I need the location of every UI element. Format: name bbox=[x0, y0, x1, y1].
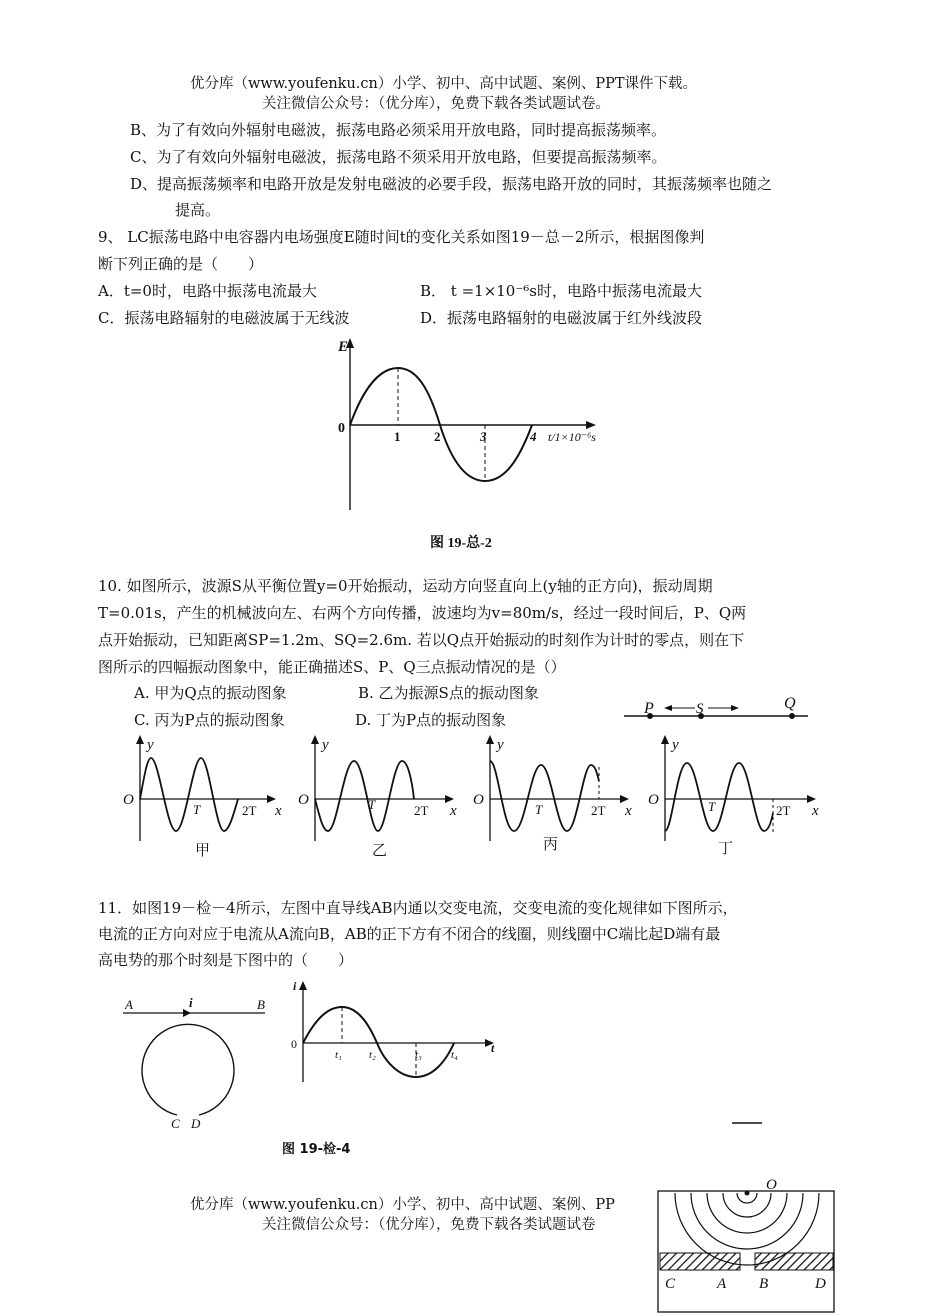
figure-label: 2T bbox=[242, 803, 257, 818]
wire-label-b: B bbox=[257, 997, 265, 1012]
q9-tick-1: 1 bbox=[394, 429, 401, 444]
graph-jia bbox=[115, 733, 295, 863]
point-p-label: P bbox=[644, 700, 654, 717]
figure-label: x bbox=[812, 803, 819, 819]
figure-label: 2T bbox=[591, 803, 606, 818]
decorative-stroke bbox=[730, 1120, 770, 1126]
figure-label: 甲 bbox=[195, 843, 211, 859]
figure-label: T bbox=[368, 797, 376, 812]
figure-label: t₄ bbox=[451, 1049, 458, 1061]
q10-stem-3: 点开始振动，已知距离SP=1.2m、SQ=2.6m. 若以Q点开始振动的时刻作为计时的零点，则在下 bbox=[98, 631, 745, 649]
figure-label: T bbox=[535, 802, 543, 817]
q9-stem-cont: 断下列正确的是（ ） bbox=[98, 255, 264, 273]
q10-option-b: B. 乙为振源S点的振动图象 bbox=[358, 684, 539, 702]
loop-end-c: C bbox=[171, 1116, 180, 1131]
q9-tick-4: 4 bbox=[530, 429, 537, 444]
graph-bing bbox=[465, 733, 645, 863]
figure-label: O bbox=[123, 792, 134, 808]
graph-ding bbox=[640, 733, 825, 863]
q10-option-d: D. 丁为P点的振动图象 bbox=[355, 711, 507, 729]
q9-option-c: C．振荡电路辐射的电磁波属于无线波 bbox=[98, 309, 350, 327]
q10-stem-4: 图所示的四幅振动图象中，能正确描述S、P、Q三点振动情况的是（） bbox=[98, 658, 566, 676]
q9-caption: 图 19-总-2 bbox=[430, 536, 492, 551]
wire-label-i: i bbox=[189, 995, 193, 1010]
q9-axis-e: E bbox=[338, 339, 349, 355]
figure-label: y bbox=[672, 737, 679, 753]
figure-label: t₃ bbox=[415, 1049, 422, 1061]
figure-label: O bbox=[298, 792, 309, 808]
q9-stem: 9、 LC振荡电路中电容器内电场强度E随时间t的变化关系如图19－总－2所示，根据图像判 bbox=[98, 228, 705, 246]
point-s-label: S bbox=[696, 701, 704, 717]
q9-origin: 0 bbox=[338, 421, 345, 436]
graph-yi bbox=[290, 733, 470, 863]
figure-label: C bbox=[665, 1276, 676, 1292]
figure-label: A bbox=[717, 1276, 727, 1292]
figure-label: x bbox=[275, 803, 282, 819]
figure-label: B bbox=[759, 1276, 769, 1292]
q8-option-c: C、为了有效向外辐射电磁波，振荡电路不须采用开放电路，但要提高振荡频率。 bbox=[130, 148, 667, 166]
header-line-1: 优分库（www.youfenku.cn）小学、初中、高中试题、案例、PPT课件下载。 bbox=[190, 76, 698, 92]
q8-option-d-cont: 提高。 bbox=[175, 201, 221, 219]
figure-label: 丙 bbox=[543, 837, 559, 853]
corner-wave-figure bbox=[655, 1172, 845, 1312]
q11-stem-3: 高电势的那个时刻是下图中的（ ） bbox=[98, 951, 354, 969]
loop-end-d: D bbox=[191, 1116, 201, 1131]
figure-label: x bbox=[450, 803, 457, 819]
figure-label: T bbox=[708, 799, 716, 814]
figure-label: O bbox=[766, 1177, 777, 1193]
figure-label: O bbox=[648, 792, 659, 808]
figure-label: 乙 bbox=[372, 843, 388, 859]
q9-axis-t: t/1×10⁻⁶s bbox=[548, 430, 596, 444]
q9-e-t-graph bbox=[330, 335, 630, 565]
q10-stem: 10. 如图所示，波源S从平衡位置y=0开始振动，运动方向竖直向上(y轴的正方向)，振动周期 bbox=[98, 577, 713, 595]
figure-label: t₁ bbox=[335, 1049, 342, 1061]
header-line-2: 关注微信公众号：（优分库），免费下载各类试题试卷。 bbox=[262, 96, 610, 112]
q9-option-d: D．振荡电路辐射的电磁波属于红外线波段 bbox=[420, 309, 703, 327]
figure-label: y bbox=[322, 737, 329, 753]
figure-label: y bbox=[147, 737, 154, 753]
figure-label: T bbox=[193, 802, 201, 817]
footer-line-1: 优分库（www.youfenku.cn）小学、初中、高中试题、案例、PP bbox=[190, 1197, 615, 1213]
point-q-label: Q bbox=[784, 695, 796, 712]
q9-tick-3: 3 bbox=[480, 429, 487, 444]
figure-label: x bbox=[625, 803, 632, 819]
q8-option-b: B、为了有效向外辐射电磁波，振荡电路必须采用开放电路，同时提高振荡频率。 bbox=[130, 121, 667, 139]
figure-label: 2T bbox=[414, 803, 429, 818]
figure-label: t₂ bbox=[369, 1049, 376, 1061]
figure-label: 丁 bbox=[718, 841, 734, 857]
q10-stem-2: T=0.01s，产生的机械波向左、右两个方向传播，波速均为v=80m/s，经过一段时间后，P、Q两 bbox=[98, 604, 747, 622]
q11-i-t-graph bbox=[285, 980, 510, 1090]
q11-stem: 11．如图19－检－4所示，左图中直导线AB内通以交变电流，交变电流的变化规律如下图所示， bbox=[98, 899, 738, 917]
q11-stem-2: 电流的正方向对应于电流从A流向B，AB的正下方有不闭合的线圈，则线圈中C端比起D端有最 bbox=[98, 925, 721, 943]
figure-label: t bbox=[491, 1041, 495, 1055]
figure-label: O bbox=[473, 792, 484, 808]
q9-option-a: A．t=0时，电路中振荡电流最大 bbox=[98, 282, 317, 300]
psq-line-figure bbox=[620, 694, 815, 728]
figure-label: y bbox=[497, 737, 504, 753]
q11-caption: 图 19-检-4 bbox=[282, 1142, 351, 1157]
figure-label: 2T bbox=[776, 803, 791, 818]
q10-option-a: A. 甲为Q点的振动图象 bbox=[134, 684, 287, 702]
wire-label-a: A bbox=[125, 997, 133, 1012]
q9-tick-2: 2 bbox=[434, 429, 441, 444]
q10-option-c: C. 丙为P点的振动图象 bbox=[134, 711, 285, 729]
q8-option-d: D、提高振荡频率和电路开放是发射电磁波的必要手段，振荡电路开放的同时，其振荡频率也随之 bbox=[130, 175, 773, 193]
footer-line-2: 关注微信公众号：（优分库），免费下载各类试题试卷 bbox=[262, 1217, 596, 1233]
figure-label: D bbox=[815, 1276, 826, 1292]
q9-option-b: B． t =1×10⁻⁶s时，电路中振荡电流最大 bbox=[420, 282, 702, 300]
figure-label: i bbox=[293, 979, 297, 993]
wire-loop-figure bbox=[115, 995, 275, 1130]
figure-label: 0 bbox=[291, 1037, 297, 1051]
